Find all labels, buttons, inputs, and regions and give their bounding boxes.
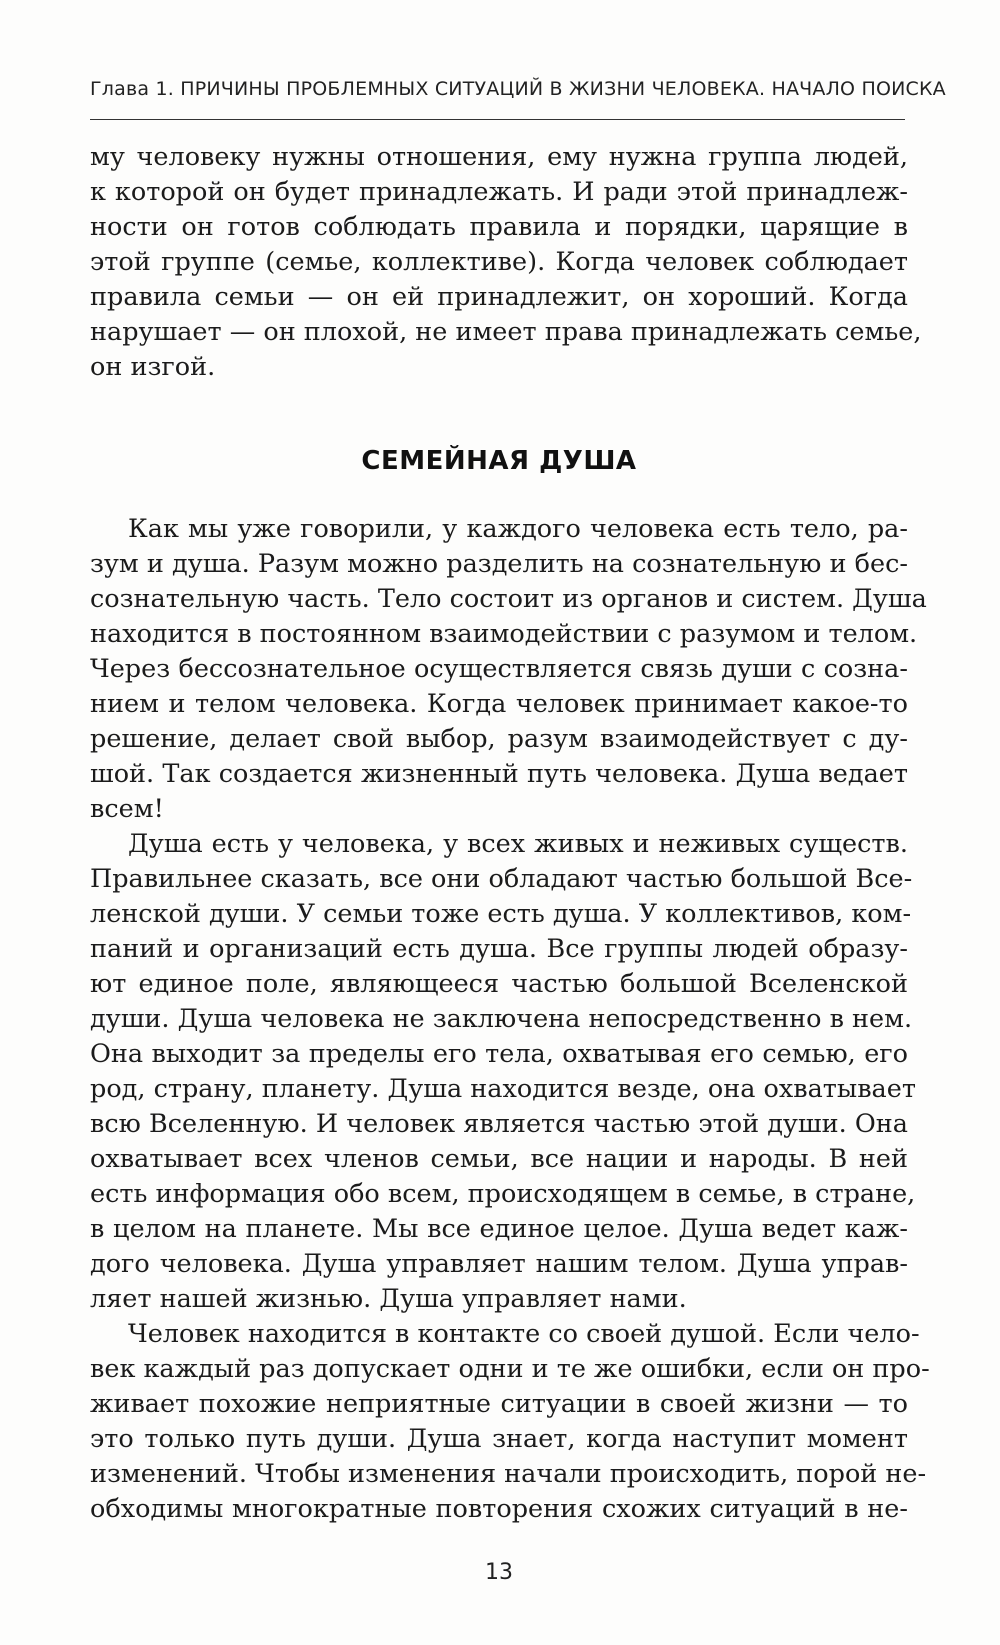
text-line: Она выходит за пределы его тела, охватывая его семью, его (90, 1039, 908, 1069)
text-line: живает похожие неприятные ситуации в своей жизни — то (90, 1389, 908, 1419)
text-line: му человеку нужны отношения, ему нужна группа людей, (90, 142, 908, 172)
text-line: души. Душа человека не заключена непосредственно в нем. (90, 1004, 913, 1034)
text-line: сознательную часть. Тело состоит из органов и систем. Душа (90, 584, 927, 614)
text-line: всю Вселенную. И человек является частью этой души. Она (90, 1109, 908, 1139)
paragraph (90, 827, 916, 1317)
text-line: род, страну, планету. Душа находится везде, она охватывает (90, 1074, 916, 1104)
text-line: ности он готов соблюдать правила и порядки, царящие в (90, 212, 908, 242)
text-line: всем! (90, 794, 164, 824)
text-line: изменений. Чтобы изменения начали происходить, порой не- (90, 1459, 927, 1489)
text-line: ленской души. У семьи тоже есть душа. У коллективов, ком- (90, 899, 912, 929)
text-line: есть информация обо всем, происходящем в семье, в стране, (90, 1179, 916, 1209)
text-line: решение, делает свой выбор, разум взаимодействует с ду- (90, 724, 908, 754)
text-line: находится в постоянном взаимодействии с разумом и телом. (90, 619, 918, 649)
text-line: Душа есть у человека, у всех живых и неживых существ. (128, 829, 908, 859)
page-number: 13 (485, 1560, 513, 1585)
text-line: век каждый раз допускает одни и те же ошибки, если он про- (90, 1354, 930, 1384)
text-line: обходимы многократные повторения схожих ситуаций в не- (90, 1494, 908, 1524)
text-line: в целом на планете. Мы все единое целое. Душа ведет каж- (90, 1214, 908, 1244)
section-body (90, 512, 930, 1527)
text-line: шой. Так создается жизненный путь человека. Душа ведает (90, 759, 908, 789)
text-line: этой группе (семье, коллективе). Когда человек соблюдает (90, 247, 908, 277)
text-line: Правильнее сказать, все они обладают частью большой Все- (90, 864, 913, 894)
text-line: правила семьи — он ей принадлежит, он хороший. Когда (90, 282, 908, 312)
text-line: ют единое поле, являющееся частью большой Вселенской (90, 969, 908, 999)
paragraph (90, 512, 927, 827)
text-line: зум и душа. Разум можно разделить на сознательную и бес- (90, 549, 908, 579)
text-line: он изгой. (90, 352, 216, 382)
text-line: это только путь души. Душа знает, когда наступит момент (90, 1424, 908, 1454)
paragraph (90, 1317, 930, 1527)
text-line: ляет нашей жизнью. Душа управляет нами. (90, 1284, 687, 1314)
text-line: нием и телом человека. Когда человек принимает какое-то (90, 689, 908, 719)
text-line: паний и организаций есть душа. Все группы людей образу- (90, 934, 908, 964)
intro-paragraph (90, 140, 922, 385)
running-header: Глава 1. ПРИЧИНЫ ПРОБЛЕМНЫХ СИТУАЦИЙ В ЖИЗНИ ЧЕЛОВЕКА. НАЧАЛО ПОИСКА (90, 78, 946, 100)
text-line: дого человека. Душа управляет нашим телом. Душа управ- (90, 1249, 908, 1279)
section-heading: СЕМЕЙНАЯ ДУША (361, 446, 637, 476)
text-line: нарушает — он плохой, не имеет права принадлежать семье, (90, 317, 922, 347)
text-line: Человек находится в контакте со своей душой. Если чело- (128, 1319, 920, 1349)
text-line: Через бессознательное осуществляется связь души с созна- (90, 654, 908, 684)
header-rule (90, 119, 905, 120)
text-line: охватывает всех членов семьи, все нации и народы. В ней (90, 1144, 908, 1174)
text-line: Как мы уже говорили, у каждого человека есть тело, ра- (128, 514, 908, 544)
text-line: к которой он будет принадлежать. И ради этой принадлеж- (90, 177, 908, 207)
